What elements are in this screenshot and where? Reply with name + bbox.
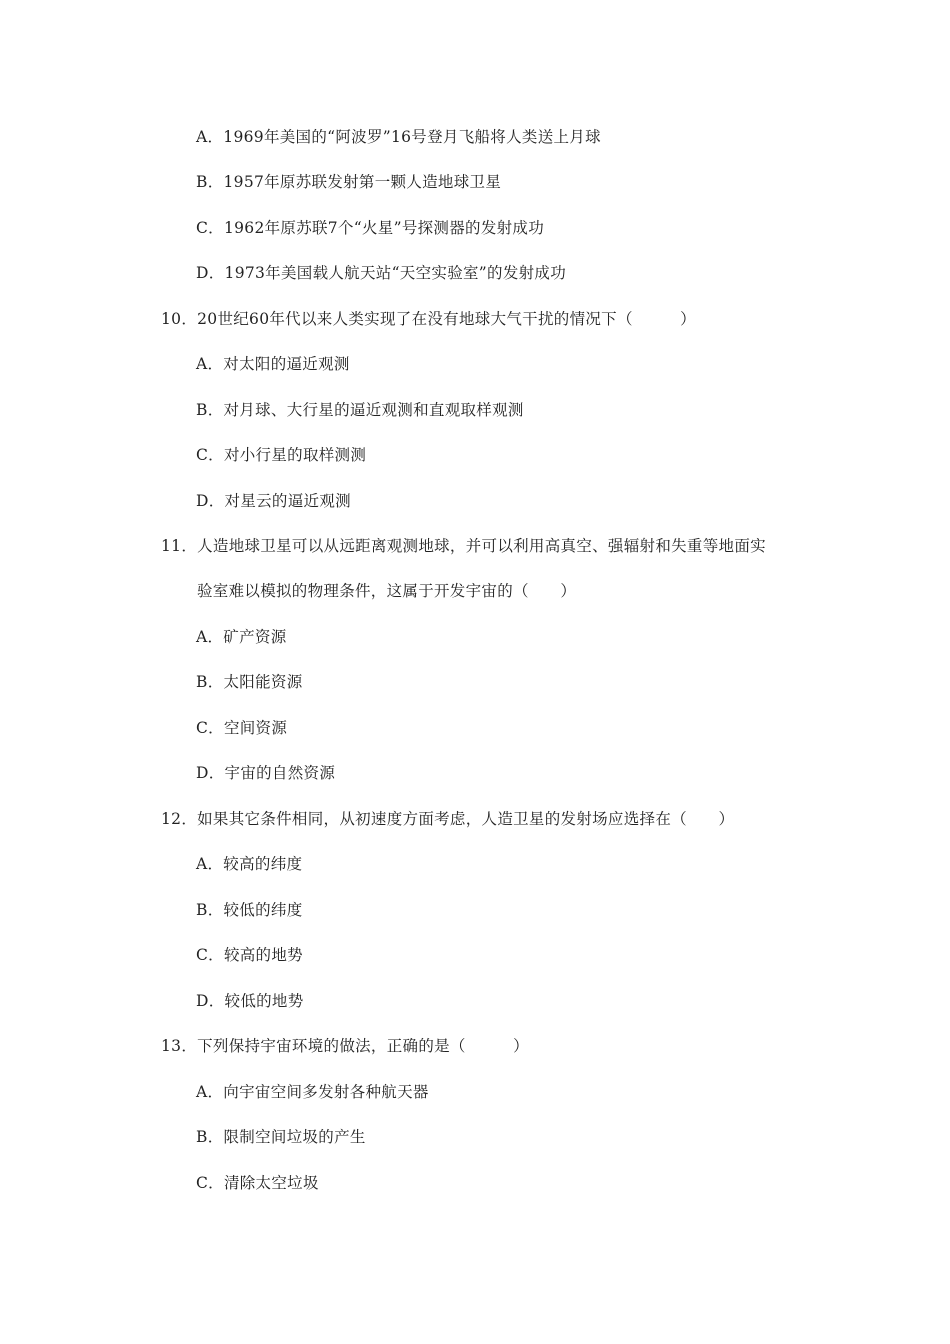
q13-option-b: B．限制空间垃圾的产生 xyxy=(196,1128,366,1146)
q12-option-c: C．较高的地势 xyxy=(196,946,303,964)
q11-stem-line-2: 验室难以模拟的物理条件，这属于开发宇宙的（ ） xyxy=(197,582,577,600)
q13-stem: 13．下列保持宇宙环境的做法，正确的是（ ） xyxy=(161,1037,529,1055)
q11-option-b: B．太阳能资源 xyxy=(196,673,303,691)
q10-option-c: C．对小行星的取样测测 xyxy=(196,446,367,464)
q10-option-a: A．对太阳的逼近观测 xyxy=(196,355,350,373)
q11-option-c: C．空间资源 xyxy=(196,719,288,737)
q10-option-b: B．对月球、大行星的逼近观测和直观取样观测 xyxy=(196,401,524,419)
q13-option-a: A．向宇宙空间多发射各种航天器 xyxy=(196,1083,429,1101)
q13-option-c: C．清除太空垃圾 xyxy=(196,1174,319,1192)
q11-option-a: A．矿产资源 xyxy=(196,628,287,646)
q9-option-b: B．1957年原苏联发射第一颗人造地球卫星 xyxy=(196,173,502,191)
q10-stem: 10．20世纪60年代以来人类实现了在没有地球大气干扰的情况下（ ） xyxy=(161,310,696,328)
q12-stem: 12．如果其它条件相同，从初速度方面考虑，人造卫星的发射场应选择在（ ） xyxy=(161,810,735,828)
q11-stem-line-1: 11．人造地球卫星可以从远距离观测地球，并可以利用高真空、强辐射和失重等地面实 xyxy=(161,537,766,555)
q12-option-b: B．较低的纬度 xyxy=(196,901,303,919)
q12-option-d: D．较低的地势 xyxy=(196,992,304,1010)
q10-option-d: D．对星云的逼近观测 xyxy=(196,492,351,510)
q9-option-c: C．1962年原苏联7个“火星”号探测器的发射成功 xyxy=(196,219,545,237)
q11-option-d: D．宇宙的自然资源 xyxy=(196,764,336,782)
q12-option-a: A．较高的纬度 xyxy=(196,855,303,873)
q9-option-a: A．1969年美国的“阿波罗”16号登月飞船将人类送上月球 xyxy=(196,128,601,146)
q9-option-d: D．1973年美国载人航天站“天空实验室”的发射成功 xyxy=(196,264,567,282)
